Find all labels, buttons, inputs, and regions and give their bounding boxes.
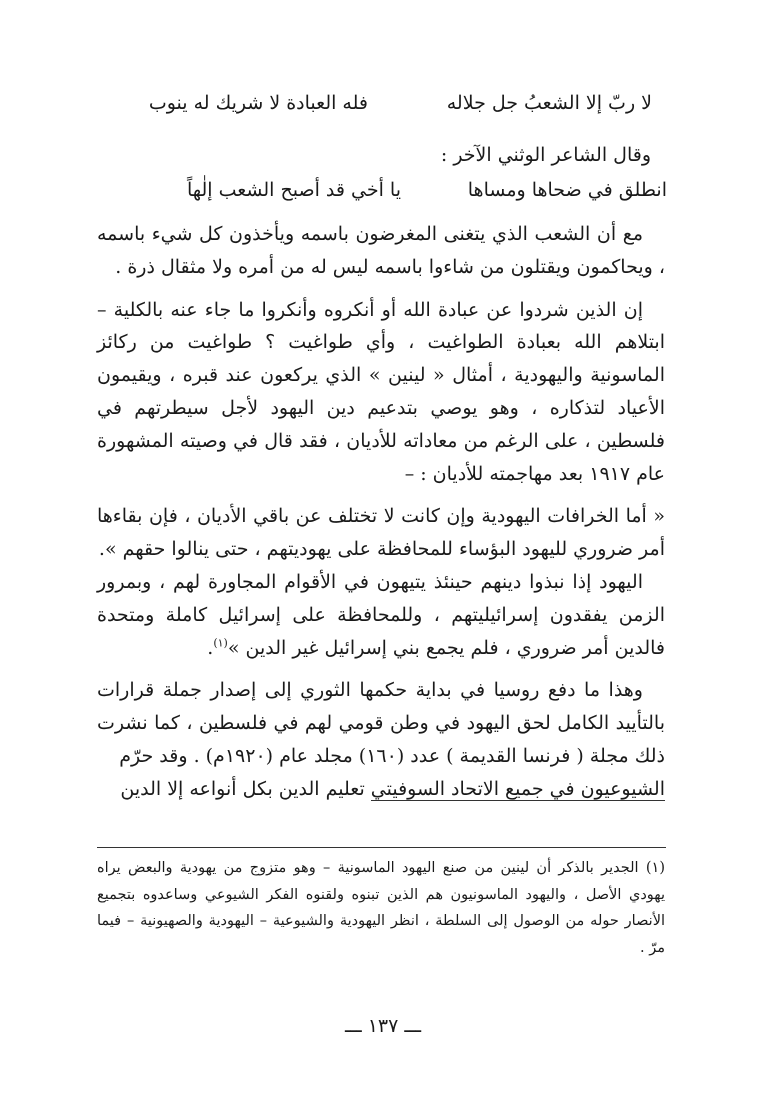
- paragraph-4-text: اليهود إذا نبذوا دينهم حينئذ يتيهون في الأقوام المجاورة لهم ، وبمرور الزمن يفقدون إسرائيليتهم ، وللمحافظة على إسرائيل كاملة ومتحدة فالدين أمر ضروري ، فلم يجمع بني إسرائيل غير الدين »: [97, 570, 665, 659]
- poem-1-right-hemistich: لا ربّ إلا الشعبُ جل جلاله: [446, 92, 652, 114]
- body-text: [97, 218, 665, 806]
- poem-2-left-hemistich: يا أخي قد أصبح الشعب إلٰهاً: [186, 179, 401, 201]
- footnotes: [97, 855, 665, 961]
- paragraph-4: [97, 566, 665, 664]
- footnote-ref-1: (١): [213, 636, 228, 650]
- page-number: ـــ ١٣٧ ـــ: [344, 1015, 422, 1037]
- paragraph-5: وهذا ما دفع روسيا في بداية حكمها الثوري إلى إصدار جملة قرارات بالتأييد الكامل لحق اليهود في وطن قومي لهم في فلسطين ، كما نشرت ذلك مجلة ( فرنسا القديمة ) عدد (١٦٠) مجلد عام (١٩٢٠م) . وقد حرّم: [97, 679, 665, 767]
- paragraph-1: مع أن الشعب الذي يتغنى المغرضون باسمه ويأخذون كل شيء باسمه ، ويحاكمون ويقتلون من شاءوا باسمه ليس له من أمره ولا مثقال ذرة .: [97, 223, 665, 278]
- poem-1-left-hemistich: فله العبادة لا شريك له ينوب: [148, 92, 368, 114]
- poet-intro-line: وقال الشاعر الوثني الآخر :: [440, 144, 651, 166]
- paragraph-last-line: [97, 773, 665, 806]
- underlined-phrase: الشيوعيون في جميع الاتحاد السوفيتي: [370, 777, 665, 800]
- paragraph-3-quote: « أما الخرافات اليهودية وإن كانت لا تختلف عن باقي الأديان ، فإن بقاءها أمر ضروري لليهود البؤساء للمحافظة على يهوديتهم ، حتى ينالوا حقهم ».: [97, 505, 665, 561]
- footnote-1: (١) الجدير بالذكر أن لينين من صنع اليهود الماسونية – وهو متزوج من يهودية والبعض يراه يهودي الأصل ، واليهود الماسونيون هم الذين تبنوه ولقنوه الفكر الشيوعي وساعدوه بتجميع الأنصار حوله من الوصول إلى السلطة ، انظر اليهودية والشيوعية – اليهودية والصهيونية – فيما مرّ .: [97, 860, 665, 956]
- poem-2-right-hemistich: انطلق في ضحاها ومساها: [467, 179, 667, 201]
- last-line-rest: تعليم الدين بكل أنواعه إلا الدين: [120, 777, 365, 800]
- footnote-divider: [97, 847, 666, 848]
- paragraph-2: إن الذين شردوا عن عبادة الله أو أنكروه وأنكروا ما جاء عنه بالكلية – ابتلاهم الله بعبادة الطواغيت ، وأي طواغيت ؟ طواغيت من ركائز الماسونية واليهودية ، أمثال « لينين » الذي يركعون عند قبره ، ويقيمون الأعياد لتذكاره ، وهو يوصي بتدعيم دين اليهود لأجل سيطرتهم في فلسطين ، على الرغم من معاداته للأديان ، فقد قال في وصيته المشهورة عام ١٩١٧ بعد مهاجمته للأديان : –: [97, 298, 665, 485]
- paragraph-4-end: .: [207, 636, 214, 659]
